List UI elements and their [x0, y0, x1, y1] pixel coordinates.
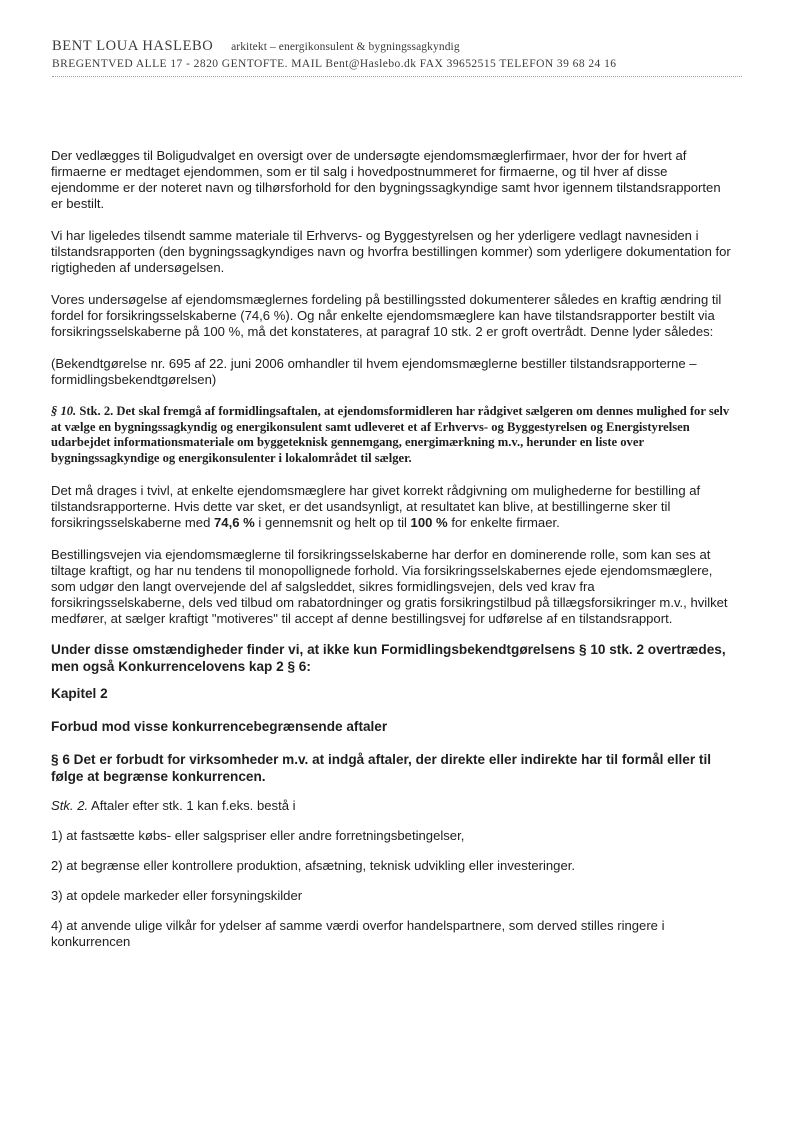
paragraph-ordering-route: Bestillingsvejen via ejendomsmæglerne til forsikringsselskaberne har derfor en dominerende rolle, som kan ses at tiltage kraftigt, og har nu tendens til monopollignede forhold. Via forsikringsselskabernes ejede ejendomsmæglere, som udgør den langt overvejende del af salgsleddet, sikres formidlingsvejen, dels ved krav fra forsikringsselskaberne, dels ved tilbud om rabatordninger og gratis forsikringstilbud på tillægsforsikringer m.v., hvilket medfører, at sælger kraftigt "motiveres" til accept af denne bestillingsvej for udførelse af en tilstandsrapport.: [51, 547, 728, 626]
paragraph-intro: Der vedlægges til Boligudvalget en oversigt over de undersøgte ejendomsmæglerfirmaer, hvor der for hvert af firmaerne er medtaget ejendommen, som er til salg i hovedpostnummeret for firmaerne, og til hver af disse ejendomme er der noteret navn og tilhørsforhold for den bygningssagkyndige samt hvor igennem tilstandsrapporten er bestilt.: [51, 148, 721, 211]
stk-2-label: Stk. 2.: [51, 798, 89, 813]
letterhead-divider: [52, 76, 742, 77]
letterhead-address: BREGENTVED ALLE 17 - 2820 GENTOFTE. MAIL Bent@Haslebo.dk FAX 39652515 TELEFON 39 68 24 16: [52, 58, 617, 70]
percent-average: 74,6 %: [214, 515, 255, 530]
heading-prohibition: Forbud mod visse konkurrencebegrænsende aftaler: [51, 719, 388, 734]
paragraph-doubt-text-c: for enkelte firmaer.: [447, 515, 560, 530]
heading-section-6: § 6 Det er forbudt for virksomheder m.v. at indgå aftaler, der direkte eller indirekte har til formål eller til følge at begrænse konkurrencen.: [51, 752, 711, 784]
percent-max: 100 %: [410, 515, 448, 530]
paragraph-survey: Vores undersøgelse af ejendomsmæglernes fordeling på bestillingssted dokumenterer således en kraftig ændring til fordel for forsikringsselskaberne (74,6 %). Og når enkelte ejendomsmæglere kan have tilstandsrapporter bestilt via forsikringsselskaberne på 100 %, må det konstateres, at paragraf 10 stk. 2 er groft overtrådt. Denne lyder således:: [51, 292, 722, 339]
document-body: [51, 148, 731, 950]
quoted-regulation-text: Stk. 2. Det skal fremgå af formidlingsaftalen, at ejendomsformidleren har rådgivet sælgeren om dennes mulighed for selv at vælge en bygningssagkyndig og energikonsulent samt udleveret et af Erhvervs- og Byggestyrelsen og Energistyrelsen udarbejdet informationsmateriale om byggeteknisk gennemgang, energimærkning m.v., herunder en liste over bygningssagkyndige og energikonsulenter i lokalområdet til sælger.: [51, 404, 730, 465]
paragraph-doubt-text-b: i gennemsnit og helt op til: [254, 515, 411, 530]
stk-2-line: [51, 798, 731, 814]
paragraph-doubt-text-a: Det må drages i tvivl, at enkelte ejendomsmæglere har givet korrekt rådgivning om mulighederne for bestilling af tilstandsrapporterne. Hvis dette var sket, er det usandsynligt, at resultatet kan blive, at bestillingerne sker til forsikringsselskaberne med: [51, 483, 701, 530]
quoted-regulation-ref: § 10.: [51, 404, 77, 418]
quoted-regulation: [51, 404, 731, 466]
letterhead-top-line: [52, 38, 752, 55]
heading-chapter: Kapitel 2: [51, 686, 108, 701]
list-item: 2) at begrænse eller kontrollere produktion, afsætning, teknisk udvikling eller investeringer.: [51, 858, 576, 873]
paragraph-doubt: [51, 483, 731, 531]
list-item: 3) at opdele markeder eller forsyningskilder: [51, 888, 303, 903]
letterhead-tagline: arkitekt – energikonsulent & bygningssagkyndig: [231, 41, 460, 53]
letterhead: [52, 38, 752, 77]
letterhead-name: BENT LOUA HASLEBO: [52, 38, 214, 54]
paragraph-regulation-ref: (Bekendtgørelse nr. 695 af 22. juni 2006 omhandler til hvem ejendomsmæglerne bestiller tilstandsrapporterne –formidlingsbekendtgørelsen): [51, 356, 697, 387]
stk-2-text: Aftaler efter stk. 1 kan f.eks. bestå i: [88, 798, 296, 813]
heading-circumstances: Under disse omstændigheder finder vi, at ikke kun Formidlingsbekendtgørelsens § 10 stk. 2 overtrædes, men også Konkurrencelovens kap 2 § 6:: [51, 642, 726, 674]
list-item: 4) at anvende ulige vilkår for ydelser af samme værdi overfor handelspartnere, som derved stilles ringere i konkurrencen: [51, 918, 665, 949]
list-item: 1) at fastsætte købs- eller salgspriser eller andre forretningsbetingelser,: [51, 828, 465, 843]
paragraph-materials: Vi har ligeledes tilsendt samme materiale til Erhvervs- og Byggestyrelsen og her yderligere vedlagt navnesiden i tilstandsrapporten (den bygningssagkyndiges navn og hvorfra bestillingen kommer) som yderligere dokumentation for rigtigheden af undersøgelsen.: [51, 228, 731, 275]
